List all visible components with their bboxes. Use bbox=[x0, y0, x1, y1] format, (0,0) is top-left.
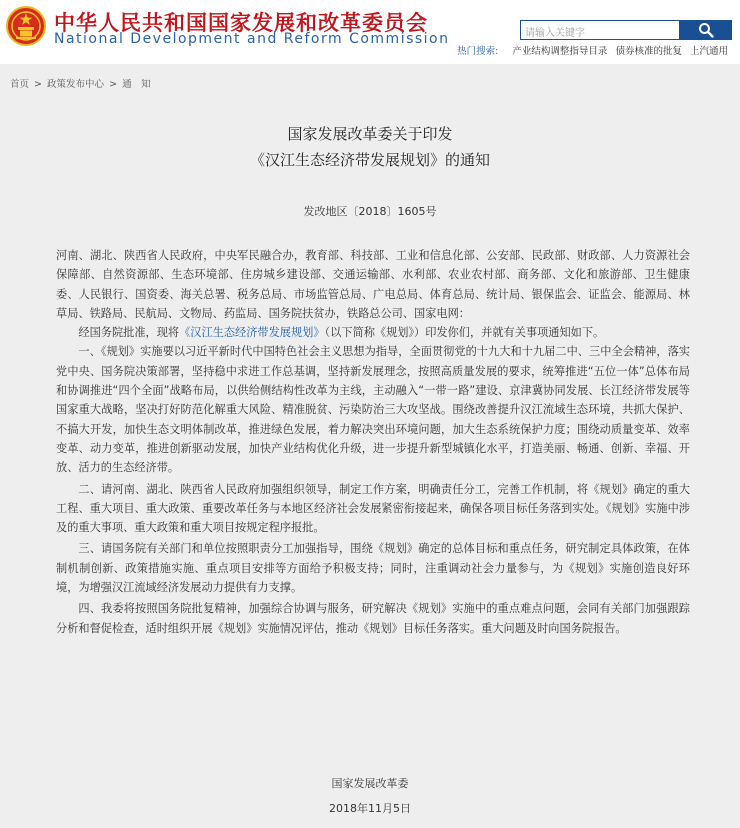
paragraph-1: 一、《规划》实施要以习近平新时代中国特色社会主义思想为指导，全面贯彻党的十九大和十九届二中、三中全会精神，落实党中央、国务院决策部署，坚持稳中求进工作总基调，坚持新发展理念，按照高质量发展的要求，统筹推进“五位一体”总体布局和协调推进“四个全面”战略布局，以供给侧结构性改革为主线，主动融入“一带一路”建设、京津冀协同发展、长江经济带发展等国家重大战略，坚决打好防范化解重大风险、精准脱贫、污染防治三大攻坚战。围绕改善提升汉江流域生态环境，共抓大保护、不搞大开发，加快生态文明体制改革，推进绿色发展，着力解决突出环境问题，加大生态系统保护力度；围绕动质量变革、效率变革、动力变革，推进创新驱动发展，加快产业结构优化升级，进一步提升新型城镇化水平，打造美丽、畅通、创新、幸福、开放、活力的生态经济带。 bbox=[56, 345, 690, 475]
breadcrumb-policy-center[interactable]: 政策发布中心 bbox=[47, 79, 105, 90]
breadcrumb-separator: > bbox=[109, 79, 118, 90]
hot-search-label: 热门搜索: bbox=[457, 46, 499, 57]
intro-text-after: （以下简称《规划》）印发你们，并就有关事项通知如下。 bbox=[324, 326, 605, 340]
site-title-en: National Development and Reform Commission bbox=[54, 31, 450, 47]
breadcrumb bbox=[10, 76, 153, 90]
signature-date: 2018年11月5日 bbox=[329, 802, 411, 815]
recipients: 河南、湖北、陕西省人民政府，中央军民融合办，教育部、科技部、工业和信息化部、公安部、民政部、财政部、人力资源社会保障部、自然资源部、生态环境部、住房城乡建设部、交通运输部、水利部、农业农村部、商务部、文化和旅游部、卫生健康委、人民银行、国资委、海关总署、税务总局、市场监管总局、广电总局、体育总局、统计局、银保监会、证监会、能源局、林草局、铁路局、民航局、文物局、药监局、国务院扶贫办，铁路总公司、国家电网： bbox=[56, 249, 690, 320]
document-title-line2: 《汉江生态经济带发展规划》的通知 bbox=[249, 151, 490, 169]
signature-org: 国家发展改革委 bbox=[331, 777, 409, 790]
hot-search-link[interactable]: 上汽通用 bbox=[689, 46, 728, 57]
hot-search bbox=[457, 43, 728, 57]
document-title-line1: 国家发展改革委关于印发 bbox=[287, 125, 453, 143]
search-icon bbox=[698, 22, 714, 38]
search-button[interactable] bbox=[680, 20, 732, 40]
breadcrumb-separator: > bbox=[34, 79, 43, 90]
national-emblem-icon bbox=[6, 6, 46, 46]
intro-paragraph bbox=[56, 323, 690, 342]
hot-search-link[interactable]: 债券核准的批复 bbox=[615, 46, 682, 57]
paragraph-3: 三、请国务院有关部门和单位按照职责分工加强指导，围绕《规划》确定的总体目标和重点任务，研究制定具体政策，在体制机制创新、政策措施实施、重点项目安排等方面给予积极支持；同时，注重调动社会力量参与，为《规划》实施创造良好环境，为增强汉江流域经济发展动力提供有力支撑。 bbox=[56, 542, 690, 595]
site-title-cn: 中华人民共和国国家发展和改革委员会 bbox=[54, 11, 428, 35]
paragraph-2: 二、请河南、湖北、陕西省人民政府加强组织领导，制定工作方案，明确责任分工，完善工作机制，将《规划》确定的重大工程、重大项目、重大政策、重要改革任务与本地区经济社会发展紧密衔接起来，确保各项目标任务落到实处。《规划》实施中涉及的重大事项、重大政策和重大项目按规定程序报批。 bbox=[56, 482, 690, 535]
document-body bbox=[56, 246, 690, 638]
hot-search-link[interactable]: 产业结构调整指导目录 bbox=[512, 46, 608, 57]
intro-text: 经国务院批准，现将 bbox=[78, 326, 180, 340]
plan-link[interactable]: 《汉江生态经济带发展规划》 bbox=[179, 326, 325, 340]
site-header bbox=[0, 0, 740, 64]
document-number: 发改地区〔2018〕1605号 bbox=[303, 205, 437, 218]
document-content bbox=[0, 100, 740, 828]
breadcrumb-notice[interactable]: 通 知 bbox=[122, 79, 151, 90]
breadcrumb-home[interactable]: 首页 bbox=[10, 79, 30, 90]
paragraph-4: 四、我委将按照国务院批复精神，加强综合协调与服务，研究解决《规划》实施中的重点难点问题，会同有关部门加强跟踪分析和督促检查，适时组织开展《规划》实施情况评估，推动《规划》目标任务落实。重大问题及时向国务院报告。 bbox=[56, 602, 690, 635]
search-input[interactable]: 请输入关键字 bbox=[520, 20, 680, 40]
